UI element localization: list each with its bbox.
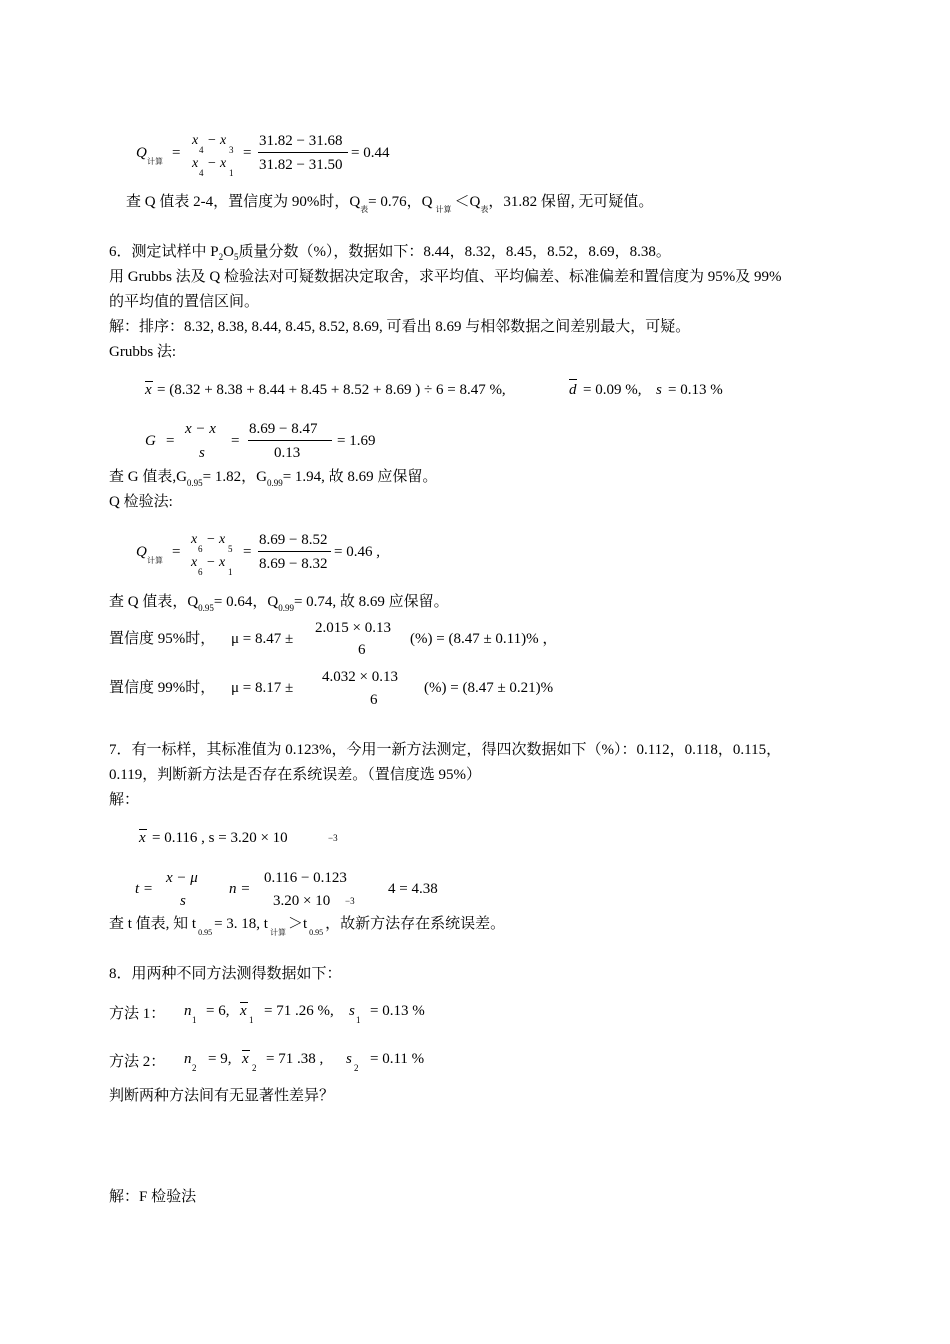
result-value: = 0.44	[351, 145, 390, 161]
fraction-bar	[248, 440, 332, 441]
subscript: 1	[192, 1015, 197, 1025]
problem-7-line-2: 0.119，判断新方法是否存在系统误差。（置信度选 95%）	[109, 767, 481, 783]
fraction-bar	[258, 551, 331, 552]
subscript: 2	[218, 252, 224, 262]
problem-7-solution-label: 解：	[109, 792, 140, 808]
problem-8-solution: 解：F 检验法	[109, 1189, 197, 1205]
n-symbol: n =	[229, 881, 251, 897]
subscript: 2	[354, 1063, 359, 1073]
subscript: 0.95	[309, 928, 324, 937]
numerator-value: 31.82 − 31.68	[259, 133, 343, 149]
g-denominator: s	[199, 445, 205, 461]
subscript: 0.95	[186, 478, 203, 488]
label: 方法 2：	[109, 1054, 166, 1070]
overline	[569, 379, 577, 380]
denominator-minus: −	[208, 156, 216, 171]
g-denominator-value: 0.13	[274, 445, 301, 461]
numerator-value: 8.69 − 8.52	[259, 532, 328, 548]
text: = 1.94, 故 8.69 应保留。	[282, 469, 438, 485]
d-bar: d	[569, 382, 577, 398]
equals-sign: =	[166, 433, 175, 449]
q-table-lookup-line-2	[109, 594, 449, 613]
denominator-sub4: 4	[199, 168, 204, 178]
denominator-value: 8.69 − 8.32	[259, 556, 328, 572]
subscript: 表	[360, 205, 369, 214]
t-numerator-value: 0.116 − 0.123	[264, 870, 347, 886]
text: ＞t	[287, 916, 308, 932]
denominator-minus: −	[207, 555, 215, 570]
t-symbol: t =	[135, 881, 154, 897]
numerator-minus: −	[207, 532, 215, 547]
q-test-heading: Q 检验法:	[109, 494, 173, 510]
result-value: = 0.46 ,	[334, 544, 380, 560]
denominator-sub1: 1	[228, 567, 233, 577]
text: ＜Q	[454, 194, 481, 210]
numerator-sub3: 3	[229, 145, 234, 155]
text: ，31.82 保留, 无可疑值。	[488, 194, 654, 210]
problem-6-solution: 解：排序：8.32, 8.38, 8.44, 8.45, 8.52, 8.69, 可看出 8.69 与相邻数据之间差别最大，可疑。	[109, 319, 691, 335]
denominator-sub6: 6	[198, 567, 203, 577]
text: = 0.64，Q	[213, 594, 279, 610]
subscript: 5	[233, 252, 239, 262]
problem-7-line-1: 7．有一标样，其标准值为 0.123%，今用一新方法测定，得四次数据如下（%）：0.112，0.118，0.115，	[109, 742, 782, 758]
text: 质量分数（%），数据如下：8.44，8.32，8.45，8.52，8.69，8.38。	[238, 244, 671, 260]
n-symbol: n	[184, 1051, 192, 1067]
s-symbol: s	[349, 1003, 355, 1019]
value: = 6,	[206, 1003, 230, 1019]
g-result: = 1.69	[337, 433, 376, 449]
numerator-minus: −	[208, 133, 216, 148]
subscript: 0.99	[278, 603, 294, 613]
value: = 0.11 %	[370, 1051, 425, 1067]
s-symbol: s	[346, 1051, 352, 1067]
denominator-x1: x	[220, 156, 227, 171]
subscript: 计算	[435, 205, 452, 214]
mu-expression: μ = 8.47 ±	[231, 631, 294, 647]
problem-8-line-1: 8．用两种不同方法测得数据如下：	[109, 966, 342, 982]
text: = 0.76，Q	[368, 194, 433, 210]
ci-numerator: 4.032 × 0.13	[322, 669, 398, 685]
g-table-lookup-line	[109, 469, 438, 488]
text: 查 Q 值表，Q	[109, 594, 199, 610]
text: = 0.74, 故 8.69 应保留。	[293, 594, 449, 610]
mu-expression: μ = 8.17 ±	[231, 680, 294, 696]
label: 置信度 95%时，	[109, 631, 216, 647]
x-bar: x	[242, 1051, 249, 1067]
value: = 9,	[208, 1051, 232, 1067]
text: ，故新方法存在系统误差。	[325, 916, 506, 932]
t-denominator-value: 3.20 × 10	[273, 893, 331, 909]
g-numerator-value: 8.69 − 8.47	[249, 421, 318, 437]
equals-sign: =	[231, 433, 240, 449]
text: 查 G 值表,G	[109, 469, 187, 485]
equals-sign: =	[243, 145, 252, 161]
equals-sign: =	[172, 544, 181, 560]
numerator-x6: x	[191, 532, 198, 547]
equals-sign: =	[243, 544, 252, 560]
subscript: 0.95	[198, 603, 214, 613]
numerator-sub5: 5	[228, 544, 233, 554]
value: = 0.13 %	[370, 1003, 425, 1019]
exponent: −3	[345, 896, 355, 906]
n-symbol: n	[184, 1003, 192, 1019]
ci-numerator: 2.015 × 0.13	[315, 620, 391, 636]
mean-expression: = (8.32 + 8.38 + 8.44 + 8.45 + 8.52 + 8.69 ) ÷ 6 = 8.47 %,	[157, 382, 506, 398]
denominator-value: 31.82 − 31.50	[259, 157, 343, 173]
q-table-lookup-line	[126, 194, 654, 214]
problem-6-line-3: 的平均值的置信区间。	[109, 294, 260, 310]
numerator-sub6: 6	[198, 544, 203, 554]
t-table-lookup-line	[109, 916, 506, 937]
numerator-x3: x	[220, 133, 227, 148]
q-symbol: Q	[136, 145, 147, 161]
text: = 1.82，G	[202, 469, 267, 485]
value: = 71 .38 ,	[266, 1051, 324, 1067]
t-denominator: s	[180, 893, 186, 909]
d-bar-value: = 0.09 %,	[583, 382, 642, 398]
equals-sign: =	[172, 145, 181, 161]
ci-result: (%) = (8.47 ± 0.21)%	[424, 680, 554, 696]
t-result: 4 = 4.38	[388, 881, 438, 897]
s-value: = 0.13 %	[668, 382, 723, 398]
x-bar: x	[240, 1003, 247, 1019]
denominator-x4: x	[192, 156, 199, 171]
denominator-x1: x	[219, 555, 226, 570]
denominator-x6: x	[191, 555, 198, 570]
text: 查 t 值表, 知 t	[109, 916, 197, 932]
numerator-x4: x	[192, 133, 199, 148]
g-symbol: G	[145, 433, 156, 449]
subscript: 1	[356, 1015, 361, 1025]
text: 查 Q 值表 2-4，置信度为 90%时，Q	[126, 194, 361, 210]
ci-denominator: 6	[358, 642, 366, 658]
fraction-bar	[258, 152, 348, 153]
t-numerator: x − μ	[166, 870, 198, 886]
text: O	[223, 244, 234, 260]
q-symbol: Q	[136, 544, 147, 560]
label: 置信度 99%时，	[109, 680, 216, 696]
subscript: 2	[192, 1063, 197, 1073]
subscript: 0.99	[266, 478, 283, 488]
subscript: 计算	[269, 928, 286, 937]
ci-denominator: 6	[370, 692, 378, 708]
mean-sd-expression: = 0.116 , s = 3.20 × 10	[152, 830, 288, 846]
problem-6-line-1	[109, 245, 671, 260]
grubbs-heading: Grubbs 法:	[109, 344, 177, 360]
value: = 71 .26 %,	[264, 1003, 334, 1019]
x-bar: x	[139, 830, 146, 846]
x-bar: x	[145, 382, 152, 398]
subscript: 表	[480, 205, 489, 214]
q-subscript: 计算	[147, 556, 163, 565]
problem-6-line-2: 用 Grubbs 法及 Q 检验法对可疑数据决定取舍，求平均值、平均偏差、标准偏差和置信度为 95%及 99%	[109, 269, 782, 285]
exponent: −3	[328, 833, 338, 843]
q-subscript: 计算	[147, 157, 163, 166]
subscript: 0.95	[198, 928, 213, 937]
subscript: 1	[249, 1015, 254, 1025]
denominator-sub1: 1	[229, 168, 234, 178]
ci-result: (%) = (8.47 ± 0.11)% ，	[410, 631, 558, 647]
text: 6．测定试样中 P	[109, 244, 219, 260]
numerator-sub4: 4	[199, 145, 204, 155]
subscript: 2	[252, 1063, 257, 1073]
numerator-x5: x	[219, 532, 226, 547]
label: 方法 1：	[109, 1006, 166, 1022]
problem-8-question: 判断两种方法间有无显著性差异？	[109, 1088, 335, 1104]
g-numerator: x − x	[185, 421, 216, 437]
s-symbol: s	[656, 382, 662, 398]
text: = 3. 18, t	[214, 916, 268, 932]
